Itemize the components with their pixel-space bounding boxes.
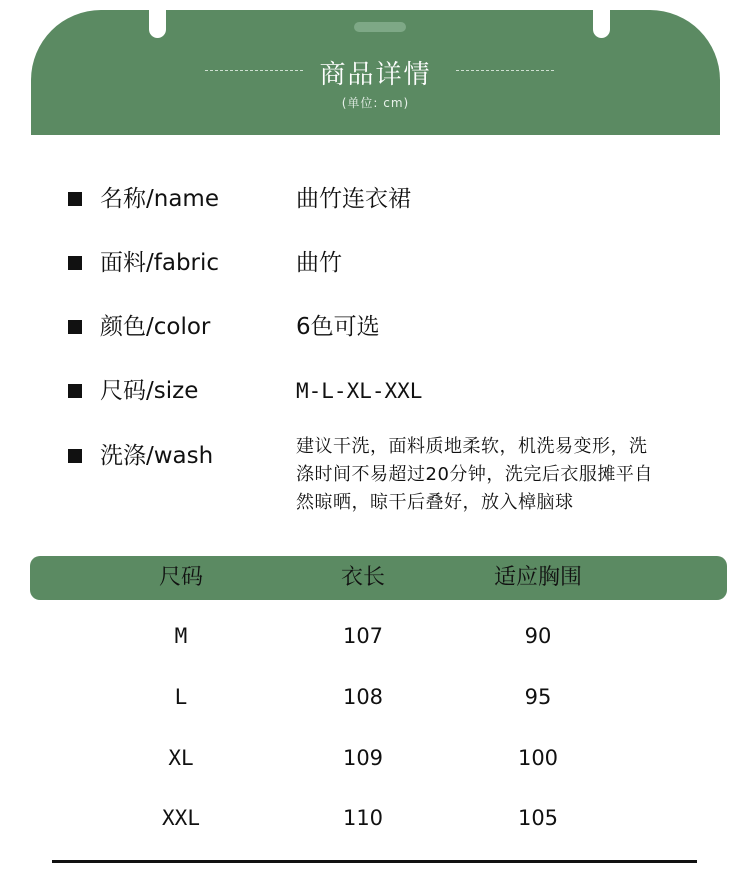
bullet-square-icon xyxy=(68,384,82,398)
page-title: 商品详情 xyxy=(319,60,432,90)
header-notch-left xyxy=(149,8,166,38)
column-header-bust: 适应胸围 xyxy=(493,565,582,590)
details-header xyxy=(31,10,720,135)
header-slot xyxy=(354,22,406,32)
cell-size: XXL xyxy=(162,806,200,830)
column-header-size: 尺码 xyxy=(158,565,203,590)
spec-label: 尺码/size xyxy=(100,378,199,404)
cell-bust: 100 xyxy=(517,746,559,770)
spec-label: 面料/fabric xyxy=(100,250,220,276)
cell-length: 109 xyxy=(342,746,384,770)
spec-value: 曲竹 xyxy=(296,250,342,276)
column-header-length: 衣长 xyxy=(340,565,385,590)
cell-size: XL xyxy=(168,746,194,770)
spec-label: 名称/name xyxy=(100,186,219,212)
spec-label: 洗涤/wash xyxy=(100,443,214,469)
wash-instructions xyxy=(296,433,696,517)
cell-length: 107 xyxy=(342,624,384,648)
cell-length: 108 xyxy=(342,685,384,709)
spec-value: M-L-XL-XXL xyxy=(296,379,423,403)
bullet-square-icon xyxy=(68,192,82,206)
size-table-header xyxy=(30,556,727,600)
wash-line: 然晾晒，晾干后叠好，放入樟脑球 xyxy=(296,492,574,513)
wash-line: 涤时间不易超过20分钟，洗完后衣服摊平自 xyxy=(296,464,653,485)
cell-size: M xyxy=(174,624,188,648)
unit-note: (单位: cm) xyxy=(341,96,410,110)
cell-length: 110 xyxy=(342,806,384,830)
wash-line: 建议干洗，面料质地柔软，机洗易变形，洗 xyxy=(296,436,648,457)
header-notch-right xyxy=(593,8,610,38)
cell-bust: 90 xyxy=(524,624,552,648)
spec-value: 曲竹连衣裙 xyxy=(296,186,411,212)
spec-value: 6色可选 xyxy=(296,314,380,340)
bottom-divider xyxy=(52,860,697,863)
spec-label: 颜色/color xyxy=(100,314,211,340)
bullet-square-icon xyxy=(68,320,82,334)
cell-size: L xyxy=(174,685,188,709)
cell-bust: 95 xyxy=(524,685,552,709)
bullet-square-icon xyxy=(68,256,82,270)
bullet-square-icon xyxy=(68,449,82,463)
cell-bust: 105 xyxy=(517,806,559,830)
